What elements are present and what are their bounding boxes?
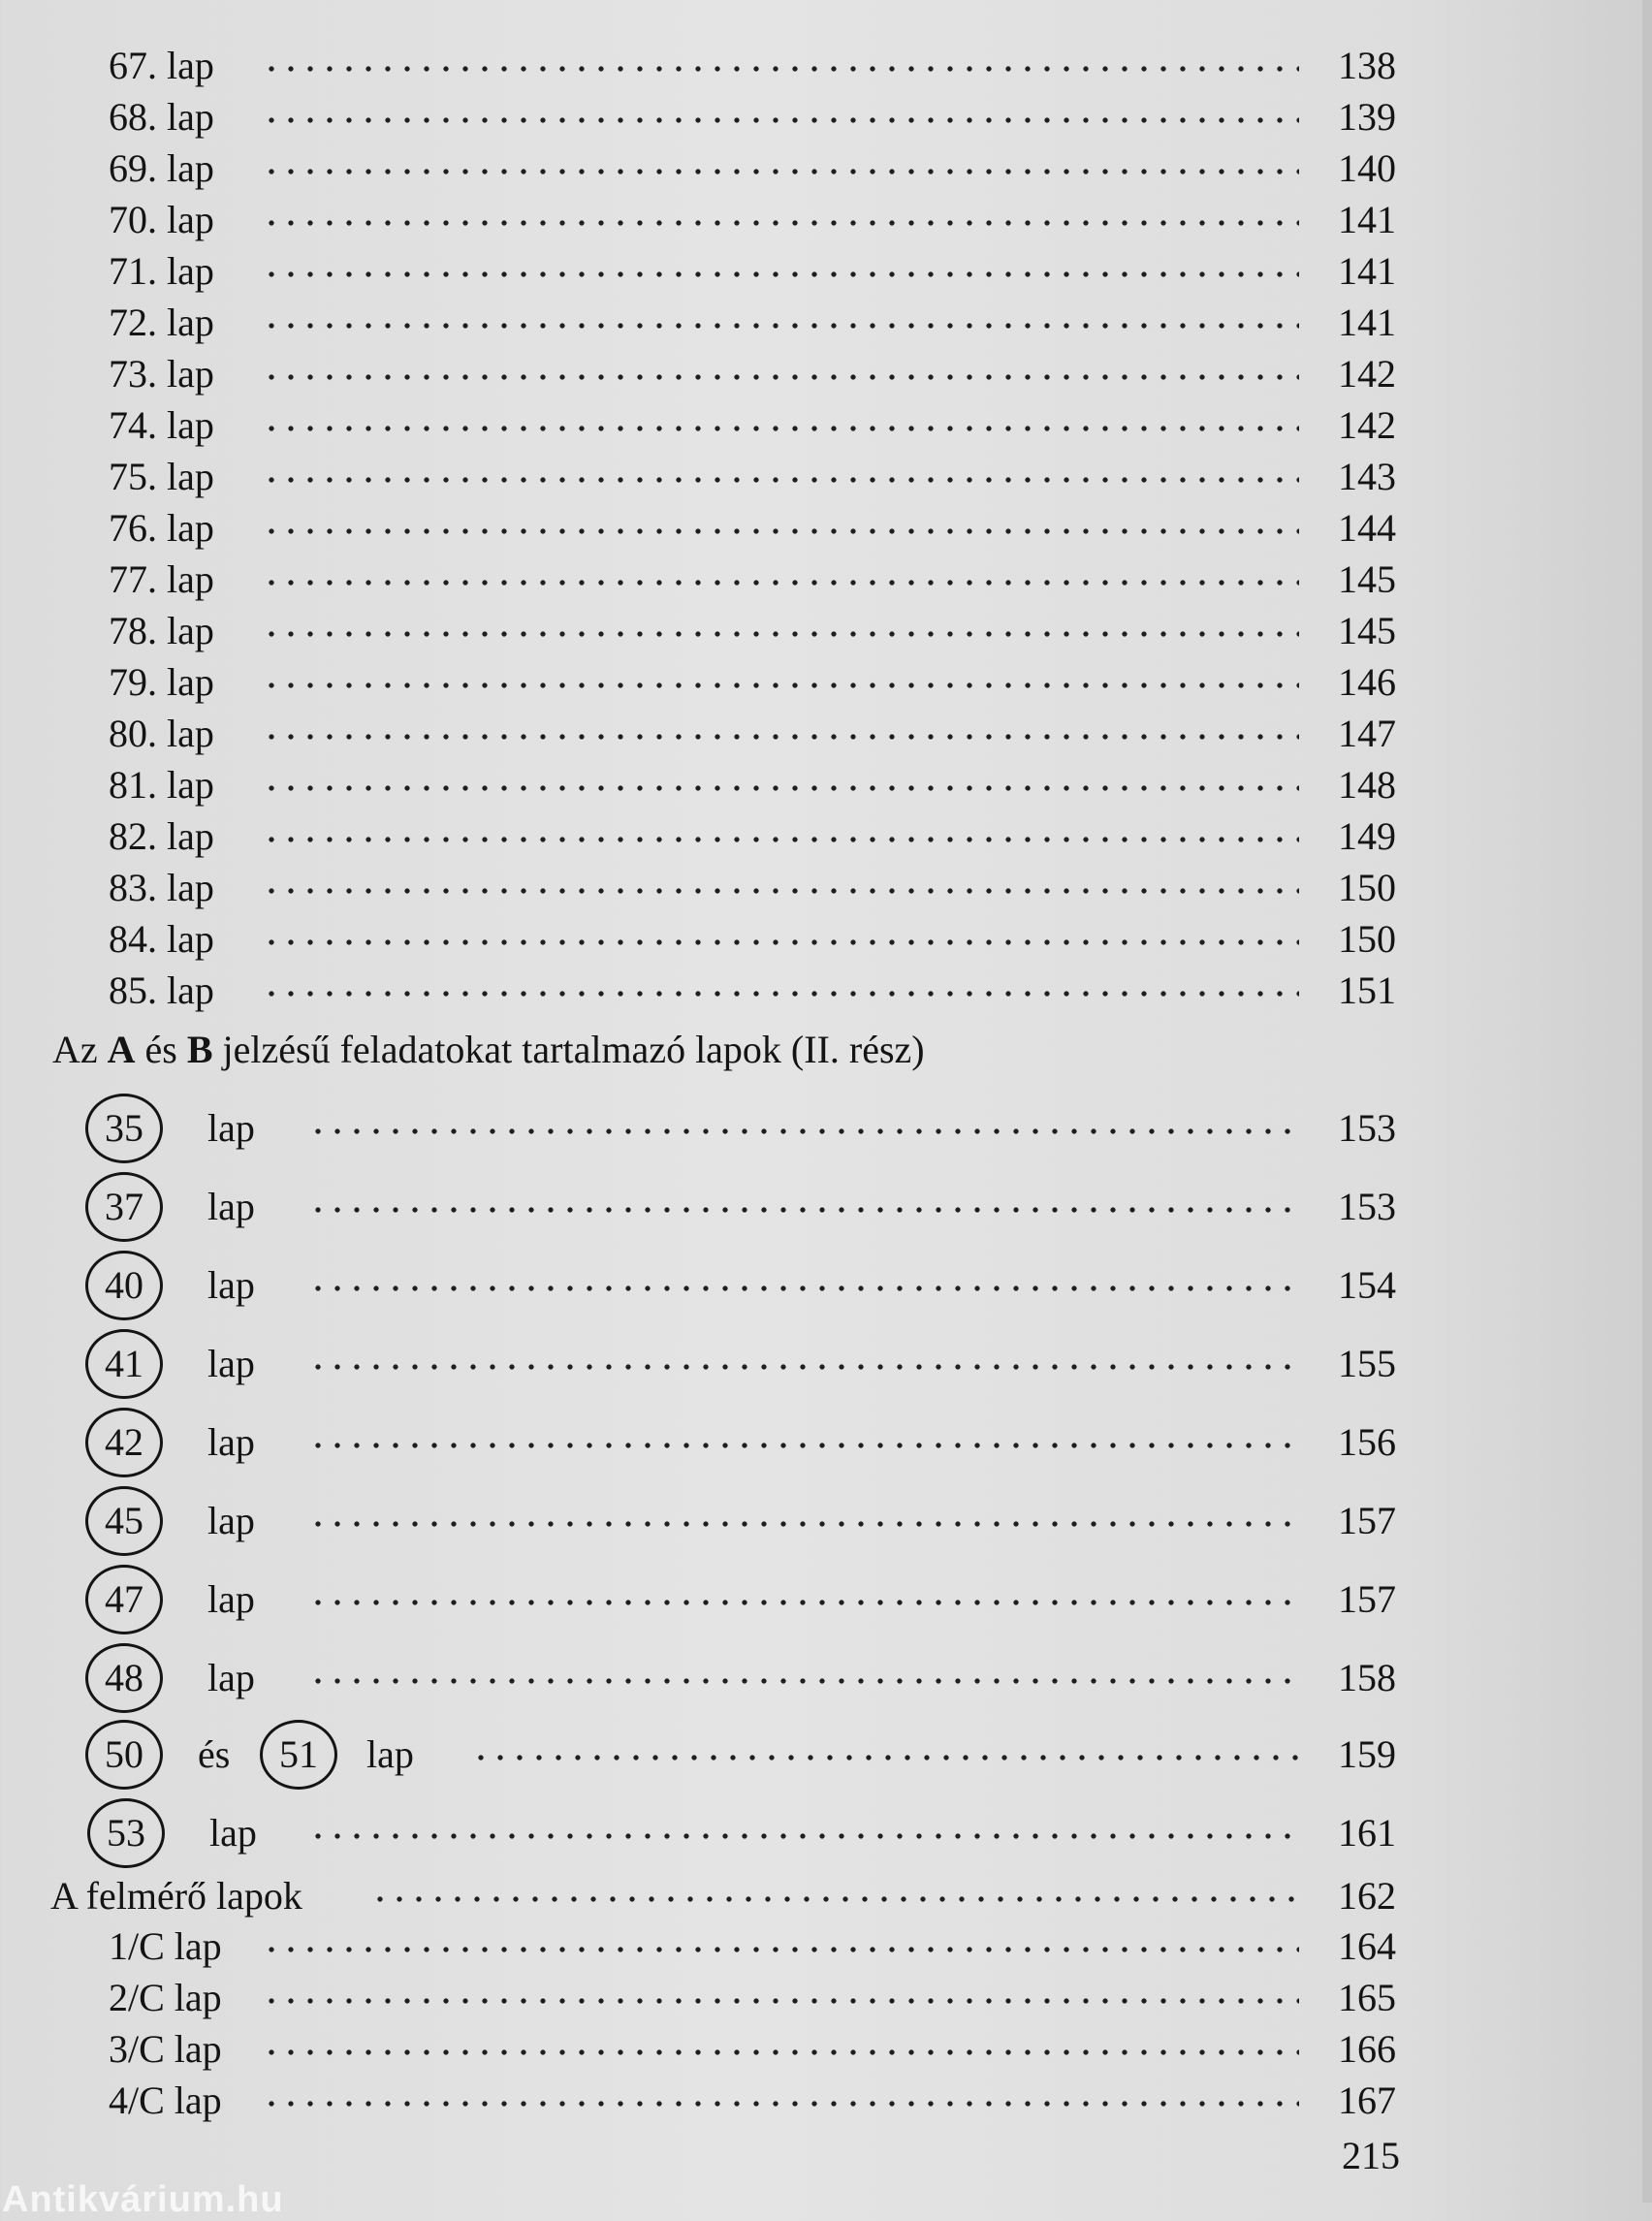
leader-dots bbox=[262, 1945, 1299, 1954]
toc-label: lap bbox=[207, 1185, 255, 1228]
toc-label: 73. lap bbox=[109, 352, 214, 396]
leader-dots bbox=[262, 475, 1299, 485]
toc-row bbox=[0, 193, 1652, 247]
toc-label: lap bbox=[207, 1656, 255, 1699]
toc-page: 145 bbox=[1338, 557, 1396, 601]
toc-page: 157 bbox=[1338, 1499, 1396, 1542]
leader-dots bbox=[262, 218, 1299, 228]
toc-row bbox=[0, 758, 1652, 812]
toc-row bbox=[0, 655, 1652, 710]
toc-label: 67. lap bbox=[109, 44, 214, 87]
toc-row bbox=[0, 296, 1652, 350]
toc-row-section bbox=[0, 1869, 1652, 1923]
toc-label: 83. lap bbox=[109, 866, 214, 909]
leader-dots bbox=[262, 526, 1299, 536]
circled-number: 47 bbox=[85, 1565, 163, 1634]
leader-dots bbox=[471, 1753, 1299, 1762]
circled-number: 37 bbox=[85, 1172, 163, 1242]
section-heading bbox=[52, 1023, 925, 1077]
toc-page: 141 bbox=[1338, 249, 1396, 293]
leader-dots bbox=[262, 2099, 1299, 2109]
leader-dots bbox=[262, 886, 1299, 896]
toc-row bbox=[0, 861, 1652, 915]
leader-dots bbox=[262, 424, 1299, 433]
toc-page: 144 bbox=[1338, 506, 1396, 550]
toc-row bbox=[0, 964, 1652, 1018]
heading-letter-a: A bbox=[107, 1028, 136, 1071]
leader-dots bbox=[262, 115, 1299, 125]
toc-page: 153 bbox=[1338, 1185, 1396, 1228]
toc-row bbox=[0, 347, 1652, 401]
toc-page: 145 bbox=[1338, 609, 1396, 652]
toc-page: 166 bbox=[1338, 2027, 1396, 2071]
toc-row-circled bbox=[0, 1101, 1652, 1156]
leader-dots bbox=[262, 732, 1299, 742]
toc-page: 150 bbox=[1338, 917, 1396, 961]
toc-label: lap bbox=[209, 1811, 257, 1855]
circled-number: 50 bbox=[85, 1720, 163, 1790]
circled-number: 35 bbox=[85, 1094, 163, 1163]
toc-label: 78. lap bbox=[109, 609, 214, 652]
leader-dots bbox=[262, 372, 1299, 382]
circled-number: 53 bbox=[87, 1798, 165, 1868]
leader-dots bbox=[308, 1441, 1299, 1450]
leader-dots bbox=[262, 167, 1299, 176]
toc-row bbox=[0, 553, 1652, 607]
toc-label: lap bbox=[207, 1577, 255, 1621]
toc-page: 167 bbox=[1338, 2078, 1396, 2122]
circled-number: 45 bbox=[85, 1486, 163, 1556]
toc-label: 85. lap bbox=[109, 968, 214, 1012]
toc-label: 82. lap bbox=[109, 814, 214, 858]
toc-label: 2/C lap bbox=[109, 1976, 222, 2019]
toc-label: lap bbox=[207, 1420, 255, 1464]
toc-page: 164 bbox=[1338, 1924, 1396, 1968]
page-number: 215 bbox=[1342, 2134, 1400, 2177]
circled-number: 48 bbox=[85, 1643, 163, 1713]
leader-dots bbox=[308, 1831, 1299, 1841]
circled-number: 51 bbox=[260, 1720, 337, 1790]
toc-row bbox=[0, 398, 1652, 453]
toc-row bbox=[0, 90, 1652, 144]
leader-dots bbox=[262, 989, 1299, 999]
toc-label: lap bbox=[207, 1106, 255, 1150]
toc-label: 74. lap bbox=[109, 403, 214, 447]
toc-row-circled bbox=[0, 1337, 1652, 1391]
toc-row bbox=[0, 912, 1652, 967]
toc-page: 142 bbox=[1338, 403, 1396, 447]
leader-dots bbox=[262, 578, 1299, 587]
leader-dots bbox=[262, 629, 1299, 639]
leader-dots bbox=[308, 1362, 1299, 1372]
leader-dots bbox=[308, 1205, 1299, 1215]
toc-label: 69. lap bbox=[109, 146, 214, 190]
toc-page: 157 bbox=[1338, 1577, 1396, 1621]
toc-row bbox=[0, 707, 1652, 761]
toc-label: 70. lap bbox=[109, 198, 214, 241]
toc-label: 79. lap bbox=[109, 660, 214, 704]
toc-page: 138 bbox=[1338, 44, 1396, 87]
toc-label: 75. lap bbox=[109, 455, 214, 498]
toc-label: lap bbox=[366, 1732, 414, 1776]
toc-row-circled bbox=[0, 1180, 1652, 1234]
leader-dots bbox=[370, 1894, 1299, 1904]
leader-dots bbox=[262, 64, 1299, 74]
circled-number: 41 bbox=[85, 1329, 163, 1399]
toc-row bbox=[0, 501, 1652, 555]
toc-label: 80. lap bbox=[109, 712, 214, 755]
toc-label: 77. lap bbox=[109, 557, 214, 601]
leader-dots bbox=[262, 937, 1299, 947]
toc-row-circled bbox=[0, 1651, 1652, 1705]
leader-dots bbox=[262, 2047, 1299, 2057]
toc-page: 156 bbox=[1338, 1420, 1396, 1464]
toc-label: 81. lap bbox=[109, 763, 214, 807]
heading-prefix: Az bbox=[52, 1028, 98, 1071]
toc-page: 153 bbox=[1338, 1106, 1396, 1150]
toc-label: 84. lap bbox=[109, 917, 214, 961]
toc-row-circled-double bbox=[0, 1728, 1652, 1782]
leader-dots bbox=[308, 1284, 1299, 1293]
toc-row-circled bbox=[0, 1415, 1652, 1470]
leader-dots bbox=[262, 783, 1299, 793]
toc-label: lap bbox=[207, 1263, 255, 1307]
toc-page: 147 bbox=[1338, 712, 1396, 755]
toc-page: 162 bbox=[1338, 1874, 1396, 1918]
toc-page: 143 bbox=[1338, 455, 1396, 498]
toc-label: 1/C lap bbox=[109, 1924, 222, 1968]
toc-row bbox=[0, 2074, 1652, 2128]
toc-page: 161 bbox=[1338, 1811, 1396, 1855]
circled-number: 42 bbox=[85, 1408, 163, 1477]
circled-number: 40 bbox=[85, 1251, 163, 1320]
leader-dots bbox=[308, 1126, 1299, 1136]
toc-row bbox=[0, 1971, 1652, 2025]
toc-row bbox=[0, 809, 1652, 864]
toc-page: 141 bbox=[1338, 301, 1396, 344]
toc-row bbox=[0, 2022, 1652, 2077]
toc-page: 141 bbox=[1338, 198, 1396, 241]
toc-label: 68. lap bbox=[109, 95, 214, 139]
conjunction-es: és bbox=[198, 1732, 231, 1776]
toc-label: 76. lap bbox=[109, 506, 214, 550]
toc-row bbox=[0, 604, 1652, 658]
toc-label: A felmérő lapok bbox=[50, 1874, 302, 1918]
toc-label: lap bbox=[207, 1342, 255, 1385]
toc-page: 155 bbox=[1338, 1342, 1396, 1385]
toc-row-circled bbox=[0, 1258, 1652, 1313]
toc-row-circled bbox=[0, 1572, 1652, 1627]
toc-page: 151 bbox=[1338, 968, 1396, 1012]
heading-letter-b: B bbox=[186, 1028, 213, 1071]
toc-page: 140 bbox=[1338, 146, 1396, 190]
toc-row-circled bbox=[0, 1806, 1652, 1860]
toc-label: 3/C lap bbox=[109, 2027, 222, 2071]
heading-es: és bbox=[144, 1028, 177, 1071]
toc-page: 146 bbox=[1338, 660, 1396, 704]
toc-page: 159 bbox=[1338, 1732, 1396, 1776]
leader-dots bbox=[262, 835, 1299, 844]
toc-row bbox=[0, 39, 1652, 93]
toc-page: 158 bbox=[1338, 1656, 1396, 1699]
leader-dots bbox=[308, 1676, 1299, 1686]
leader-dots bbox=[262, 681, 1299, 690]
toc-page: 139 bbox=[1338, 95, 1396, 139]
toc-label: 71. lap bbox=[109, 249, 214, 293]
leader-dots bbox=[262, 321, 1299, 331]
leader-dots bbox=[308, 1598, 1299, 1607]
toc-label: lap bbox=[207, 1499, 255, 1542]
heading-rest: jelzésű feladatokat tartalmazó lapok (II. rész) bbox=[222, 1028, 925, 1071]
toc-row bbox=[0, 1920, 1652, 1974]
toc-row-circled bbox=[0, 1494, 1652, 1548]
toc-page: 154 bbox=[1338, 1263, 1396, 1307]
leader-dots bbox=[308, 1519, 1299, 1529]
toc-row bbox=[0, 450, 1652, 504]
toc-page: 165 bbox=[1338, 1976, 1396, 2019]
toc-page: 149 bbox=[1338, 814, 1396, 858]
leader-dots bbox=[262, 270, 1299, 279]
toc-page: 150 bbox=[1338, 866, 1396, 909]
toc-page: 148 bbox=[1338, 763, 1396, 807]
toc-row bbox=[0, 244, 1652, 299]
leader-dots bbox=[262, 1996, 1299, 2006]
watermark: Antikvárium.hu bbox=[2, 2179, 284, 2220]
toc-row bbox=[0, 142, 1652, 196]
toc-label: 4/C lap bbox=[109, 2078, 222, 2122]
toc-label: 72. lap bbox=[109, 301, 214, 344]
toc-page: 142 bbox=[1338, 352, 1396, 396]
